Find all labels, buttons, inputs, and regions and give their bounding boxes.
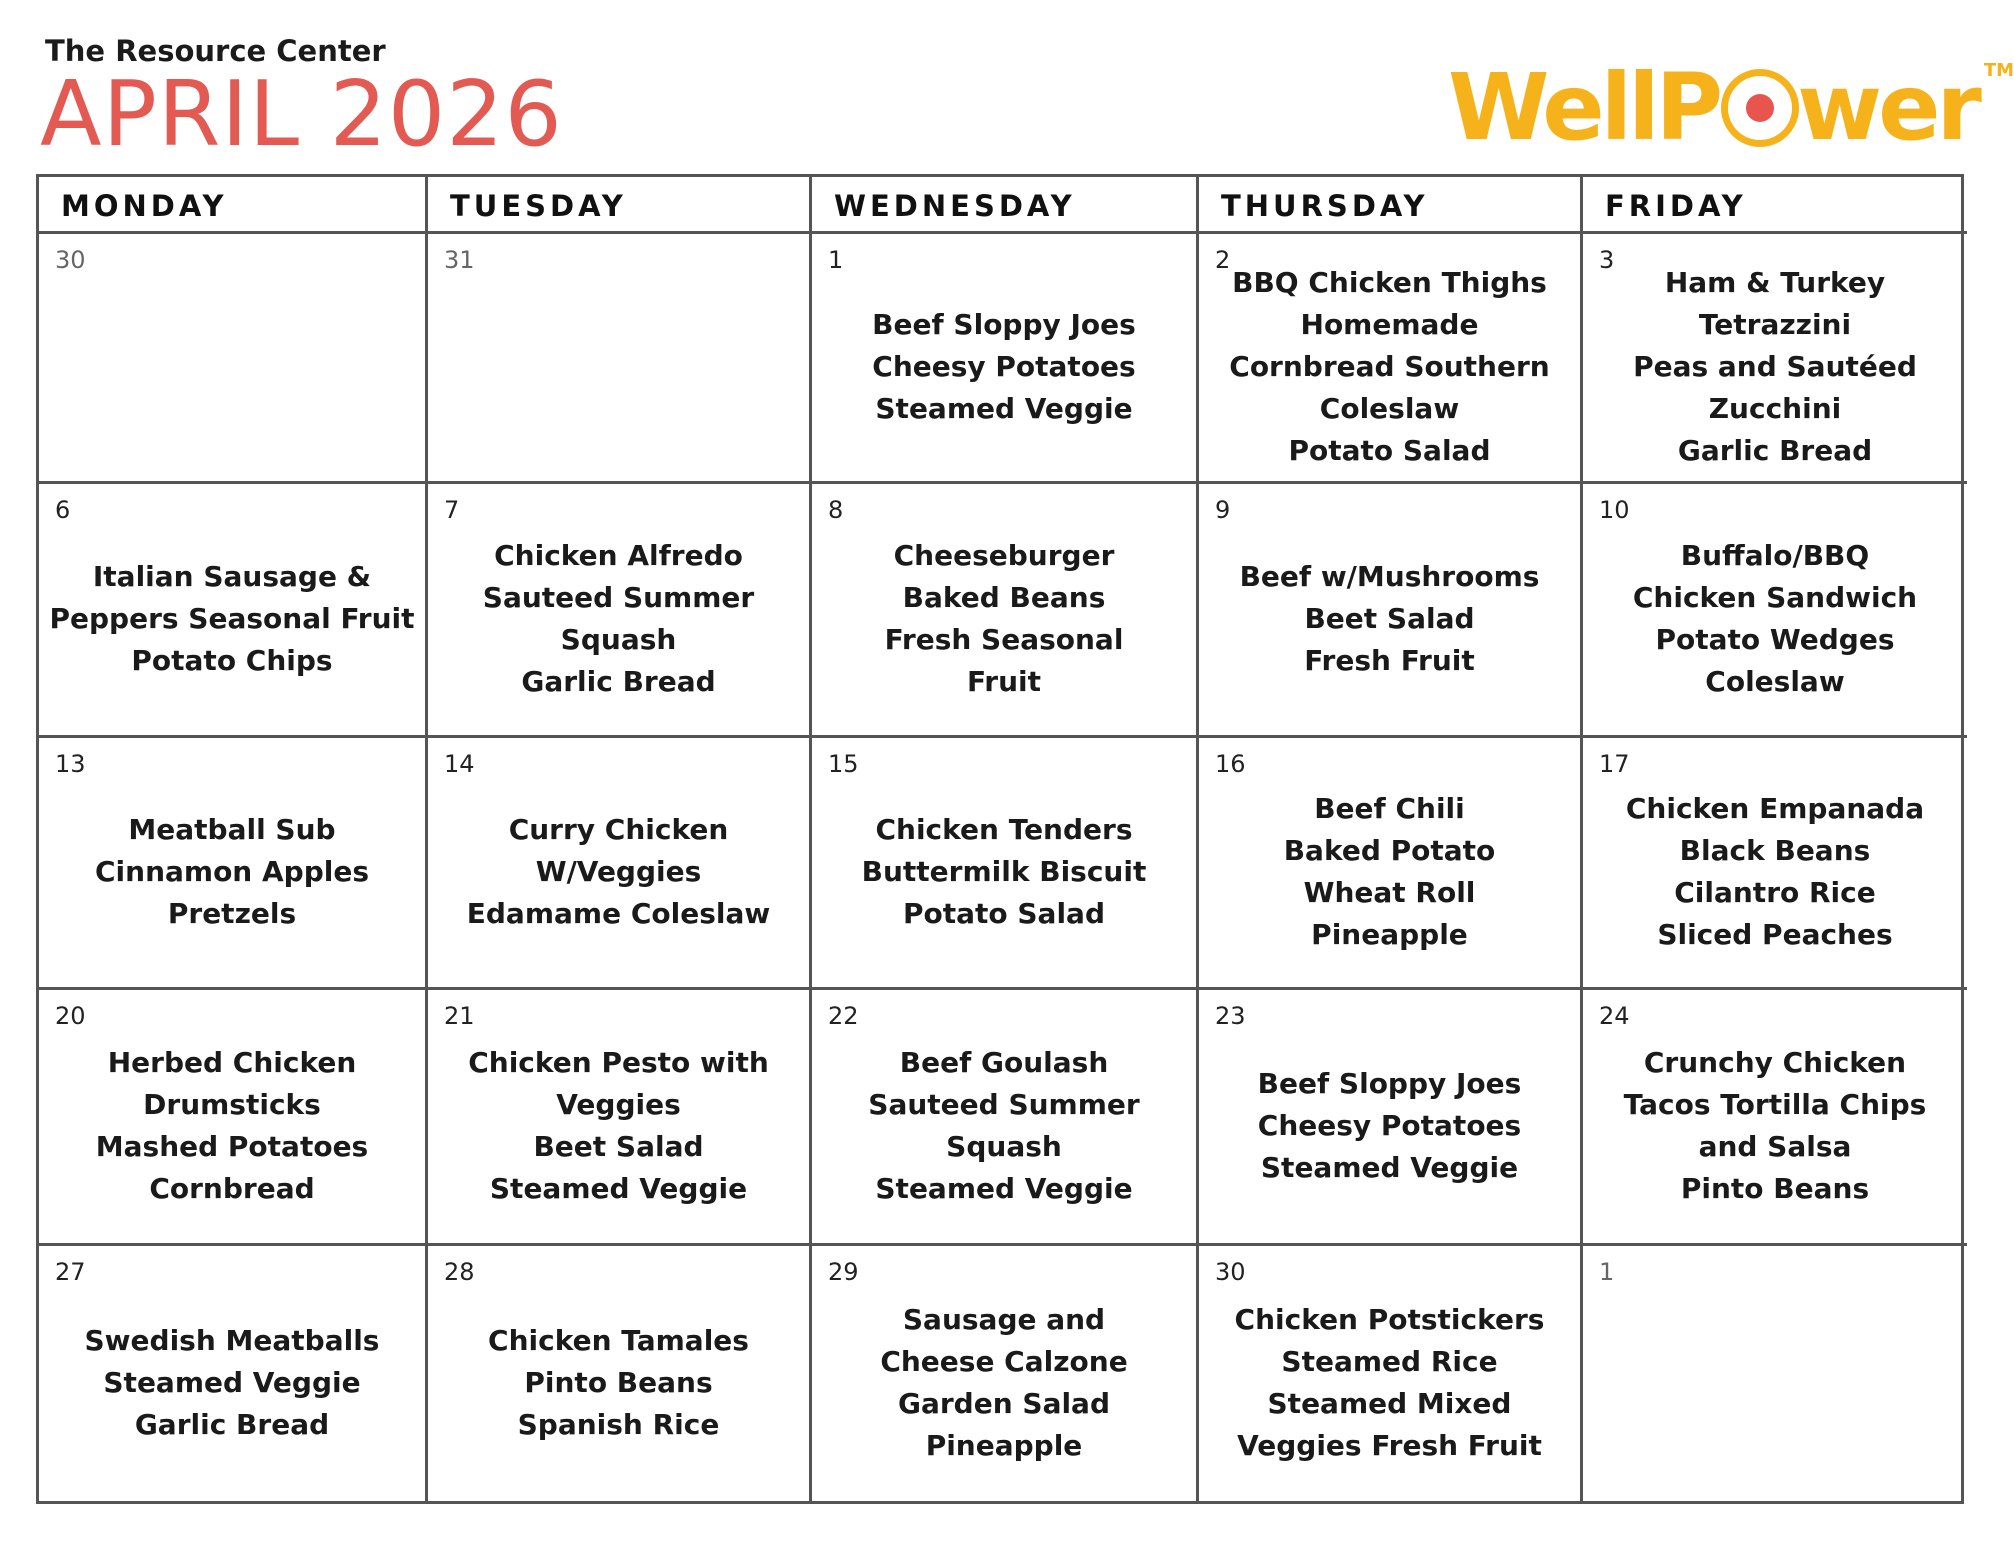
day-number: 6 [55, 496, 71, 524]
calendar-day-cell [812, 990, 1199, 1246]
meal-menu [436, 264, 801, 469]
day-number: 8 [828, 496, 844, 524]
logo-trademark: TM [1983, 60, 2014, 81]
calendar-day-cell [812, 1246, 1199, 1501]
day-number: 31 [444, 246, 475, 274]
meal-menu: Meatball Sub Cinnamon Apples Pretzels [94, 812, 369, 930]
day-number: 1 [1599, 1258, 1615, 1286]
day-header-wednesday: WEDNESDAY [812, 177, 1199, 234]
day-number: 3 [1599, 246, 1615, 274]
meal-menu: Curry Chicken W/Veggies Edamame Coleslaw [466, 812, 771, 930]
meal-menu: Beef Chili Baked Potato Wheat Roll Pineapple [1283, 791, 1496, 951]
day-number: 13 [55, 750, 86, 778]
calendar-day-cell [1199, 1246, 1583, 1501]
calendar-day-cell [812, 738, 1199, 990]
meal-menu: Beef Sloppy Joes Cheesy Potatoes Steamed Veggie [1257, 1066, 1522, 1184]
calendar-grid [36, 174, 1964, 1504]
meal-menu: Beef Goulash Sauteed Summer Squash Steamed Veggie [868, 1045, 1140, 1205]
calendar-day-cell [39, 234, 428, 484]
calendar-day-cell [428, 738, 812, 990]
calendar-day-cell [1199, 738, 1583, 990]
day-number: 30 [55, 246, 86, 274]
calendar-day-cell [39, 484, 428, 738]
day-number: 7 [444, 496, 460, 524]
day-number: 15 [828, 750, 859, 778]
calendar-day-cell [812, 234, 1199, 484]
day-number: 24 [1599, 1002, 1630, 1030]
day-number: 27 [55, 1258, 86, 1286]
meal-menu: Chicken Tamales Pinto Beans Spanish Rice [488, 1323, 749, 1441]
month-title: APRIL 2026 [40, 62, 563, 167]
day-header-friday: FRIDAY [1583, 177, 1967, 234]
calendar-day-cell [428, 990, 812, 1246]
meal-menu: Beef w/Mushrooms Beet Salad Fresh Fruit [1239, 559, 1540, 677]
day-number: 20 [55, 1002, 86, 1030]
day-number: 29 [828, 1258, 859, 1286]
day-number: 10 [1599, 496, 1630, 524]
calendar-day-cell [1583, 1246, 1967, 1501]
meal-menu: Beef Sloppy Joes Cheesy Potatoes Steamed Veggie [872, 307, 1136, 425]
calendar-day-cell [39, 1246, 428, 1501]
meal-menu: BBQ Chicken Thighs Homemade Cornbread Southern Coleslaw Potato Salad [1229, 265, 1550, 467]
logo-text-start: WellP [1448, 54, 1720, 161]
meal-menu: Sausage and Cheese Calzone Garden Salad Pineapple [880, 1302, 1128, 1462]
meal-menu: Chicken Empanada Black Beans Cilantro Rice Sliced Peaches [1625, 791, 1925, 951]
meal-menu: Crunchy Chicken Tacos Tortilla Chips and Salsa Pinto Beans [1623, 1045, 1927, 1205]
meal-menu [1591, 1276, 1959, 1489]
day-header-tuesday: TUESDAY [428, 177, 812, 234]
calendar-day-cell [1583, 484, 1967, 738]
meal-menu: Buffalo/BBQ Chicken Sandwich Potato Wedges Coleslaw [1632, 538, 1918, 698]
day-number: 2 [1215, 246, 1231, 274]
logo-o-dot-icon [1721, 69, 1799, 147]
calendar-day-cell [1199, 484, 1583, 738]
day-number: 22 [828, 1002, 859, 1030]
calendar-day-cell [1583, 234, 1967, 484]
calendar-day-cell [812, 484, 1199, 738]
logo-text-end: wer [1797, 54, 1978, 161]
calendar-day-cell [1583, 990, 1967, 1246]
calendar-day-cell [1199, 990, 1583, 1246]
day-number: 21 [444, 1002, 475, 1030]
day-header-thursday: THURSDAY [1199, 177, 1583, 234]
day-number: 28 [444, 1258, 475, 1286]
calendar-day-cell [428, 1246, 812, 1501]
day-number: 1 [828, 246, 844, 274]
day-number: 23 [1215, 1002, 1246, 1030]
calendar-day-cell [1199, 234, 1583, 484]
meal-menu: Chicken Potstickers Steamed Rice Steamed Mixed Veggies Fresh Fruit [1234, 1302, 1545, 1462]
day-number: 30 [1215, 1258, 1246, 1286]
meal-menu: Herbed Chicken Drumsticks Mashed Potatoes Cornbread [95, 1045, 369, 1205]
meal-menu: Chicken Pesto with Veggies Beet Salad Steamed Veggie [468, 1045, 769, 1205]
calendar-day-cell [39, 990, 428, 1246]
calendar-day-cell [428, 234, 812, 484]
calendar-day-cell [428, 484, 812, 738]
organization-name: The Resource Center [45, 34, 386, 68]
day-header-monday: MONDAY [39, 177, 428, 234]
day-number: 16 [1215, 750, 1246, 778]
meal-menu: Ham & Turkey Tetrazzini Peas and Sautéed Zucchini Garlic Bread [1633, 265, 1917, 467]
meal-menu: Italian Sausage & Peppers Seasonal Fruit Potato Chips [49, 559, 415, 677]
calendar-day-cell [39, 738, 428, 990]
day-number: 14 [444, 750, 475, 778]
meal-menu: Chicken Tenders Buttermilk Biscuit Potato Salad [861, 812, 1147, 930]
meal-menu [47, 264, 417, 469]
meal-menu: Chicken Alfredo Sauteed Summer Squash Garlic Bread [482, 538, 755, 698]
day-number: 9 [1215, 496, 1231, 524]
day-number: 17 [1599, 750, 1630, 778]
calendar-day-cell [1583, 738, 1967, 990]
meal-menu: Cheeseburger Baked Beans Fresh Seasonal Fruit [884, 538, 1124, 698]
wellpower-logo [1448, 54, 2014, 161]
meal-menu: Swedish Meatballs Steamed Veggie Garlic Bread [84, 1323, 380, 1441]
